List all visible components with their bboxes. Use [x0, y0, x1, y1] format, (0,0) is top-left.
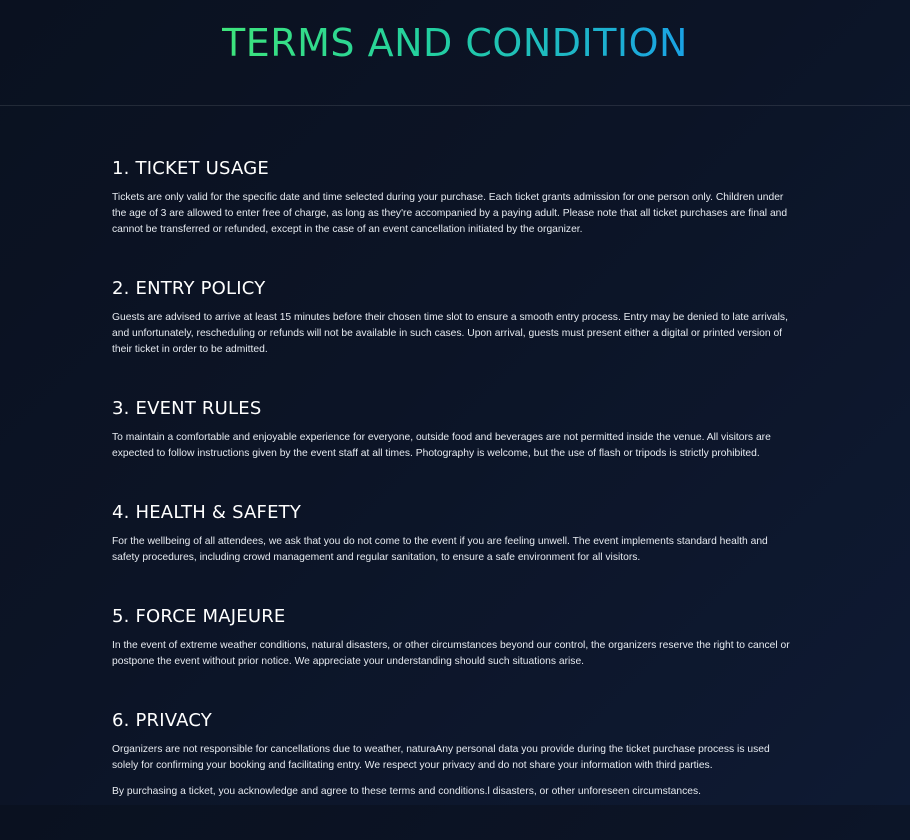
- section-heading: 3. EVENT RULES: [112, 398, 262, 419]
- section-paragraph: For the wellbeing of all attendees, we ask that you do not come to the event if you are feeling unwell. The event implements standard health and safety procedures, including crowd management and regular sanitation, to ensure a safe environment for all visitors.: [112, 536, 768, 563]
- page-header: [0, 0, 910, 106]
- section-health-safety: [112, 502, 792, 566]
- section-paragraph: To maintain a comfortable and enjoyable experience for everyone, outside food and beverages are not permitted inside the venue. All visitors are expected to follow instructions given by the event staff at all times. Photography is welcome, but the use of flash or tripods is strictly prohibited.: [112, 432, 771, 459]
- section-paragraph: By purchasing a ticket, you acknowledge and agree to these terms and conditions.l disasters, or other unforeseen circumstances.: [112, 786, 701, 797]
- section-paragraph: In the event of extreme weather conditions, natural disasters, or other circumstances beyond our control, the organizers reserve the right to cancel or postpone the event without prior notice. We appreciate your understanding should such situations arise.: [112, 640, 790, 667]
- section-event-rules: [112, 398, 792, 462]
- section-heading: 4. HEALTH & SAFETY: [112, 502, 302, 523]
- terms-content: [112, 158, 792, 840]
- section-heading: 6. PRIVACY: [112, 710, 212, 731]
- section-ticket-usage: [112, 158, 792, 238]
- section-heading: 2. ENTRY POLICY: [112, 278, 266, 299]
- section-paragraph: Guests are advised to arrive at least 15 minutes before their chosen time slot to ensure a smooth entry process. Entry may be denied to late arrivals, and unfortunately, rescheduling or refunds will not be available in such cases. Upon arrival, guests must present either a digital or printed version of their ticket in order to be admitted.: [112, 312, 788, 355]
- section-heading: 1. TICKET USAGE: [112, 158, 269, 179]
- section-entry-policy: [112, 278, 792, 358]
- section-force-majeure: [112, 606, 792, 670]
- section-paragraph: Organizers are not responsible for cancellations due to weather, naturaAny personal data you provide during the ticket purchase process is used solely for confirming your booking and facilitating entry. We respect your privacy and do not share your information with third parties.: [112, 744, 770, 771]
- section-heading: 5. FORCE MAJEURE: [112, 606, 286, 627]
- section-paragraph: Tickets are only valid for the specific date and time selected during your purchase. Each ticket grants admission for one person only. Children under the age of 3 are allowed to enter free of charge, as long as they're accompanied by a paying adult. Please note that all ticket purchases are final and cannot be transferred or refunded, except in the case of an event cancellation initiated by the organizer.: [112, 192, 788, 235]
- section-privacy: [112, 710, 792, 800]
- page-title: TERMS AND CONDITION: [222, 20, 688, 65]
